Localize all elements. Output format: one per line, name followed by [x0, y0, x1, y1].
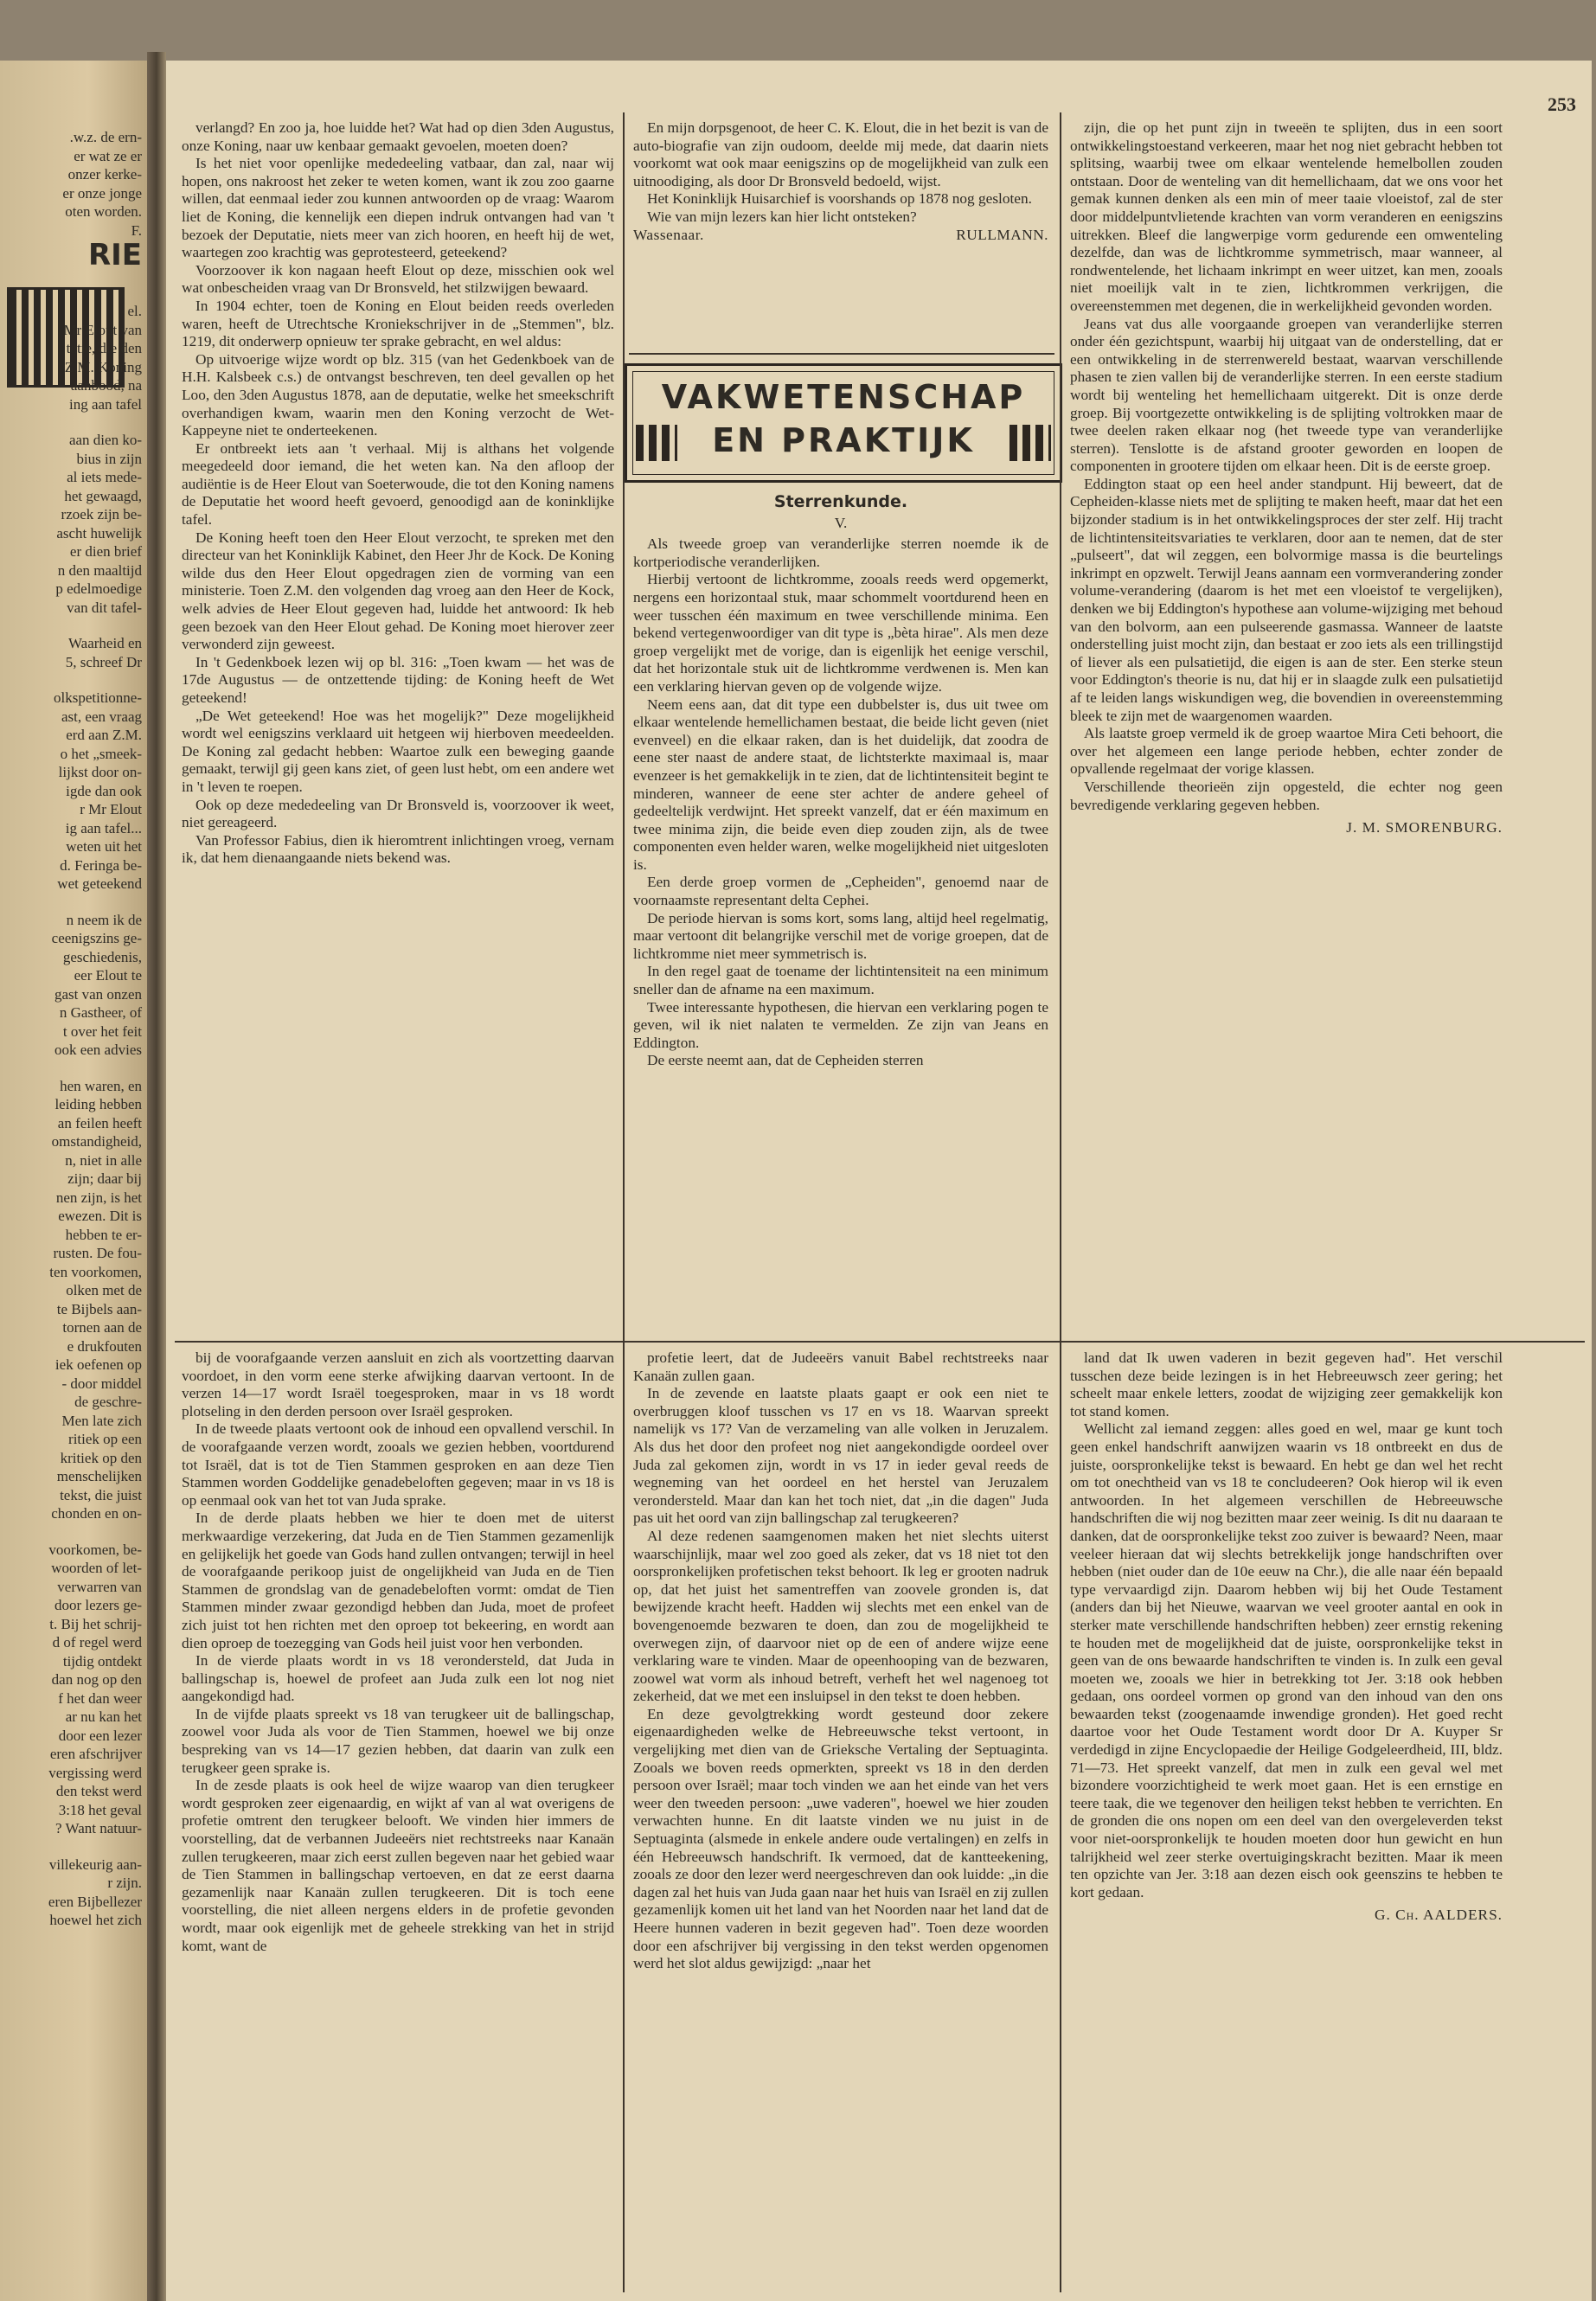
column3-top-paragraph: Verschillende theorieën zijn opgesteld, die echter nog geen bevredigende verklaring gegeven hebben. [1070, 778, 1503, 813]
column1-top-paragraph: In 't Gedenkboek lezen wij op bl. 316: „Toen kwam — het was de 17de Augustus — de ontzettende tijding: de Koning heeft de Wet geteekend! [182, 653, 614, 706]
left-page-fragment: 5, schreef Dr [65, 653, 142, 670]
left-page-fragment: igde dan ook [66, 782, 142, 799]
left-page-fragment: dan nog op den [51, 1671, 142, 1688]
column1-bottom [182, 1349, 614, 2284]
left-page-fragment: bius in zijn [76, 450, 142, 467]
left-page-fragment: iek oefenen op [54, 1356, 142, 1373]
left-page-fragment: voorkomen, be- [48, 1541, 142, 1558]
left-page-fragment: leiding hebben [54, 1096, 142, 1112]
left-page-fragment: F. [131, 221, 142, 239]
column3-bottom-paragraph: Wellicht zal iemand zeggen: alles goed en wel, maar ge kunt toch geen enkel handschrift aanwijzen waarin vs 18 ontbreekt en dus de juiste, oorspronkelijke tekst is bewaard. En hebt ge dan wel het recht om tot onechtheid van vs 18 te concludeeren? Ook hierop wil ik even antwoorden. In het algemeen verschillen de Hebreeuwsche handschriften die wij nog bezitten maar zeer weinig. Is dit nu daaraan te danken, dat de oorspronkelijke tekst zoo zuiver is bewaard? Neen, maar veeleer hieraan dat wij slechts betrekkelijk jonge handschriften over hebben (niet ouder dan de 10e eeuw na Chr.), die alle naar één bepaald type vervaardigd zijn. Daarom hebben wij bij het Oude Testament (anders dan bij het Nieuwe, waarvan we veel grooter aantal en ook in sterker mate verschillende handschriften hebben) zeer ernstig rekening te houden met de mogelijkheid dat de juiste, oorspronkelijke tekst in geen van de ons bewaarde handschriften te vinden is. In zulk een geval moeten we, zooals we hier in betrekking tot Jer. 3:18 ook hebben gedaan, ons oordeel vormen op grond van den inhoud van den ons bewaarden tekst (zoogenaamde inwendige gronden). Het goed recht daartoe voor het Oude Testament wordt door Dr A. Kuyper Sr verdedigd in zijne Encyclopaedie der Heilige Godgeleerdheid, III, bldz. 71—73. Het spreekt vanzelf, dat men in zulk een geval wel met bizondere voorzichtigheid te werk moet gaan. Het is een ernstige en teere taak, die we tegenover den heiligen tekst hebben te verrichten. En de gronden die ons nopen om een deel van den overgeleverden tekst voor niet-oorspronkelijk te houden moeten door hun gewicht en hun talrijkheid wel zeer sterke overtuigingskracht bezitten. Maar ik meen ten opzichte van Jer. 3:18 aan dezen eisch ook geenszins te hebben te kort gedaan. [1070, 1420, 1503, 1900]
column2-signature [633, 227, 1048, 245]
left-page-fragment: rzoek zijn be- [61, 506, 142, 522]
signature-place: Wassenaar. [633, 226, 704, 243]
section-banner [625, 363, 1062, 483]
left-page-fragment: er dien brief [69, 543, 142, 560]
column1-top-paragraph: Van Professor Fabius, dien ik hieromtrent inlichtingen vroeg, vernam ik, dat hem dienaangaande niets bekend was. [182, 831, 614, 867]
left-page-fragment: ig aan tafel... [65, 819, 142, 836]
left-page-fragment: 3:18 het geval [58, 1801, 142, 1818]
left-page-fragment: ten voorkomen, [49, 1263, 142, 1280]
column3-bottom [1070, 1349, 1503, 2284]
column3-bottom-paragraph: land dat Ik uwen vaderen in bezit gegeven had". Het verschil tusschen deze beide lezingen is in het Hebreeuwsch zeer gering; het scheelt maar enkele letters, zoodat de wijziging zeer gemakkelijk kon tot stand komen. [1070, 1349, 1503, 1420]
column2-middle-paragraph: De periode hiervan is soms kort, soms lang, altijd heel regelmatig, maar vertoont dit belangrijke verschil met de vorige groepen, dat de lichtkromme niet meer symmetrisch is. [633, 909, 1048, 962]
left-page-edge [0, 61, 147, 2301]
left-page-fragment: ritiek op een [68, 1431, 142, 1447]
left-page-fragment: ook een advies [54, 1042, 142, 1058]
section-title: Sterrenkunde. [773, 493, 908, 511]
left-page-fragment: het gewaagd, [64, 487, 142, 504]
left-page-fragment: door een lezer [58, 1727, 142, 1744]
left-page-fragment: den tekst werd [55, 1783, 142, 1799]
column2-bottom-paragraph: Al deze redenen saamgenomen maken het niet slechts uiterst waarschijnlijk, maar wel zoo goed als zeker, dat vs 18 niet tot den oorspronkelijken profetischen tekst behoort. Ik leg er grooten nadruk op, dat het juist het samentreffen van zoovele gronden is, dat bewijzende kracht heeft. Hadden wij slechts met een enkel van de bovengenoemde bezwaren te doen, dan zou de mogelijkheid te overwegen zijn, of daarvoor niet op de een of andere wijze eene verklaring ware te vinden. Maar de opeenhooping van de bezwaren, zoowel wat vorm als inhoud betreft, verheft het wel nagenoeg tot zekerheid, dat we met een insluipsel in den tekst te doen hebben. [633, 1527, 1048, 1705]
column3-top-paragraph: Jeans vat dus alle voorgaande groepen van veranderlijke sterren onder één gezichtspunt, waarbij hij uitgaat van de onderstelling, dat er een ontwikkeling in de sterrenwereld bestaat, waarvan verschillende phasen te zien vallen bij de veranderlijke sterren. In een eerste stadium wordt bij wenteling het hemellichaam uitgerekt. Dit is onze derde groep. Bij voortgezette ontwikkeling is de splijting voltrokken maar de twee deelen raken elkaar nog (het tweede type van veranderlijke sterren). Tenslotte is de afstand grooter geworden en loopen de componenten in grootere tijden om elkaar heen. Dit is de eerste groep. [1070, 315, 1503, 475]
left-page-fragment: te Bijbels aan- [56, 1300, 142, 1317]
column2-bottom [633, 1349, 1048, 2284]
column2-bottom-paragraph: profetie leert, dat de Judeeërs vanuit Babel rechtstreeks naar Kanaän zullen gaan. [633, 1349, 1048, 1384]
left-page-fragment: van dit tafel- [67, 599, 142, 616]
column-rule-2 [1060, 112, 1061, 2292]
left-page-fragment: tatie, die den [66, 340, 142, 356]
column2-bottom-paragraph: In de zevende en laatste plaats gaapt er ook een niet te overbruggen kloof tusschen vs 17 en vs 18. Waarvan spreekt namelijk vs 17? Van de verzameling van alle volken in Jeruzalem. Als dus het door den profeet nog niet aangekondigde oordeel over Juda zal gekomen zijn, wordt in vs 17 in ieder geval reeds de wegneming van het oordeel en het herstel van Jeruzalem verondersteld. Maar dan kan het toch niet, dat „in die dagen" Juda pas uit het oord van zijn ballingschap zal terugkeeren? [633, 1385, 1048, 1527]
column1-top-paragraph: Is het niet voor openlijke mededeeling vatbaar, dan zal, naar wij hopen, ons nakroost het zeker te weten komen, want ik zou zoo gaarne willen, dat eenmaal ieder zou kunnen antwoorden op de vraag: Waarom liet de Koning, die kennelijk een diepen indruk ontvangen had van 't bezoek der Deputatie, niets meer van zich hooren, en heeft hij de wet, waartegen zoo krachtig was geprotesteerd, geteekend? [182, 155, 614, 261]
left-page-fragment: weten uit het [66, 838, 142, 855]
left-page-fragment: rusten. De fou- [53, 1245, 142, 1261]
left-page-fragment: hoewel het zich [49, 1912, 142, 1928]
left-page-fragment: - door middel [61, 1375, 142, 1392]
left-page-fragment: r Mr Elout [80, 801, 142, 817]
left-page-fragment: gast van onzen [54, 985, 142, 1003]
section-number: V. [834, 514, 848, 531]
left-page-fragment: p edelmoedige [55, 580, 142, 597]
left-page-fragment: .w.z. de ern- [69, 129, 142, 145]
left-page-fragment: menschelijken [56, 1468, 142, 1484]
left-page-fragment: olken met de [66, 1282, 142, 1298]
left-page-fragment: de geschre- [74, 1394, 142, 1410]
page-gutter [147, 52, 166, 2301]
column2-middle-paragraph: Twee interessante hypothesen, die hiervan een verklaring pogen te geven, wil ik niet nalaten te vermelden. Ze zijn van Jeans en Eddington. [633, 998, 1048, 1051]
left-page-fragment: er wat ze er [74, 147, 142, 164]
left-page-fragment: onzer kerke- [67, 166, 142, 183]
left-page-fragment: ast, een vraag [61, 708, 142, 725]
left-page-fragment: e drukfouten [67, 1337, 142, 1355]
left-page-fragment: t. Bij het schrij- [49, 1615, 142, 1632]
column1-top-paragraph: Er ontbreekt iets aan 't verhaal. Mij is althans het volgende meegedeeld door iemand, die het weten kan. Na den afloop der audiëntie is de Heer Elout van Soeterwoude, die tot den Koning namens de Deputatie het woord heeft gevoerd, genoodigd aan de koninklijke tafel. [182, 439, 614, 529]
column3-signature: J. M. SMORENBURG. [1346, 819, 1503, 836]
column1-top-paragraph: Op uitvoerige wijze wordt op blz. 315 (van het Gedenkboek van de H.H. Kalsbeek c.s.) de ontvangst beschreven, ten deel gevallen op het Loo, den 3den Augustus 1878, aan de deputatie, welke het smeekschrift overhandigen kwam, waarin men den Koning verzocht de Wet-Kappeyne niet te onderteekenen. [182, 350, 614, 439]
left-page-fragment: lijkst door on- [58, 764, 142, 780]
left-page-fragment: olkspetitionne- [54, 689, 142, 706]
left-page-fragment: n Gastheer, of [59, 1004, 142, 1021]
left-page-fragment: Men late zich [61, 1412, 142, 1429]
left-page-fragment: Waarheid en [68, 635, 142, 651]
left-page-fragment: geschiedenis, [62, 948, 142, 965]
left-page-fragment: woorden of let- [51, 1560, 142, 1576]
left-page-fragment: eer Elout te [74, 967, 142, 984]
column3-top-paragraph: Eddington staat op een heel ander standpunt. Hij beweert, dat de Cepheiden-klasse niets met de splijting te maken heeft, maar dat het een bijzonder stadium is in het ontwikkelingsproces der ster zelf. Hij tracht de lichtintensiteitsvariaties te verklaren, door aan te nemen, dat de ster „pulseert", dat wil zeggen, een bolvormige massa is die beurtelings inkrimpt en opzwelt. Terwijl Jeans aannam een vormverandering zonder volume-verandering (daarom is het met een vloeistof te vergelijken), denken we bij Eddington's hypothese aan volume-wijziging met behoud van den bolvorm, aan een pulseerende gasmassa. Wanneer de laatste onderstelling juist mocht zijn, dan bestaat er zoo iets als een trillingstijd of liever als een pulsatietijd, die eigen is aan de ster. Een sterke steun voor Eddington's theorie is nu, dat hij er in slaagde zulk een pulsatietijd af te leiden langs wiskundigen weg, die bovendien in overeenstemming bleek te zijn met de waargenomen waarden. [1070, 475, 1503, 724]
left-page-fragment: tekst, die juist [60, 1486, 142, 1503]
left-page-fragment: vergissing werd [48, 1764, 142, 1781]
left-page-fragment: o het „smeek- [60, 745, 142, 762]
column2-rule [629, 353, 1054, 355]
left-page-fragment: tornen aan de [62, 1319, 142, 1336]
left-page-fragment: nen zijn, is het [55, 1189, 142, 1206]
left-page-fragment: ascht huwelijk [56, 524, 142, 542]
column1-bottom-paragraph: bij de voorafgaande verzen aansluit en zich als voortzetting daarvan voordoet, in den vorm eene sterke afwijking daarvan vertoont. In de verzen 14—17 wordt Israël toegesproken, maar in vs 18 wordt plotseling in den derden persoon over Israël gesproken. [182, 1349, 614, 1420]
column2-middle-paragraph: In den regel gaat de toename der lichtintensiteit na een minimum sneller dan de afname na een maximum. [633, 963, 1048, 998]
left-page-fragment: f het dan weer [58, 1689, 142, 1707]
left-page-fragment: wet geteekend [57, 875, 142, 892]
left-page-fragment: omstandigheid, [51, 1133, 142, 1150]
column3-top-paragraph: zijn, die op het punt zijn in tweeën te splijten, dus in een soort ontwikkelingstoestand verkeeren, maar het nog niet gebracht hebben tot splitsing, waarbij twee om elkaar wentelende hemelbollen zouden ontstaan. Door de wenteling van dit hemellichaam, dat we ons voor het gemak kunnen denken als een min of meer taaie vloeistof, zal de ster door middelpuntvlietende krachten van vorm veranderen en eenigszins uitrekken. Bleef die langwerpige vorm gedurende een omwenteling dezelfde, dan was de lichtkromme symmetrisch, maar wanneer, al rondwentelende, het lichaam inkrimpt en weer uitzet, kan men, zooals niet moeilijk valt in te zien, lichtkrommen verkrijgen, die overeenstemmen met degenen, die in werkelijkheid gevonden worden. [1070, 119, 1503, 314]
column1-top-paragraph: Voorzoover ik kon nagaan heeft Elout op deze, misschien ook wel wat onbescheiden vraag van Dr Bronsveld, het stilzwijgen bewaard. [182, 261, 614, 297]
left-page-fragment: n den maaltijd [57, 561, 142, 579]
left-page-fragment: er onze jonge [62, 184, 142, 202]
left-page-fragment: eren Bijbellezer [48, 1893, 142, 1910]
signature-name: RULLMANN. [956, 226, 1048, 243]
column1-bottom-paragraph: In de vijfde plaats spreekt vs 18 van terugkeer uit de ballingschap, zoowel voor Juda als voor de Tien Stammen, hoewel we bij onze bespreking van vs 14—17 gezien hebben, dat daarin van zulk een terugkeer geen sprake is. [182, 1705, 614, 1776]
banner-line2: EN PRAKTIJK [712, 421, 975, 459]
left-page-fragment: ewezen. Dit is [58, 1208, 142, 1224]
banner-line1: VAKWETENSCHAP [661, 378, 1026, 416]
left-page-fragment: t over het feit [62, 1022, 142, 1040]
column2-middle-paragraph: De eerste neemt aan, dat de Cepheiden sterren [647, 1052, 924, 1069]
left-page-fragment: chonden en on- [51, 1505, 142, 1522]
left-page-fragment: d. Feringa be- [60, 856, 142, 874]
left-page-fragment: zijn; daar bij [67, 1170, 142, 1187]
middle-rule [175, 1341, 1585, 1343]
left-page-fragment: villekeurig aan- [48, 1856, 142, 1873]
left-page-fragment: aanbood, na [70, 377, 142, 394]
column2-top-paragraph: En mijn dorpsgenoot, de heer C. K. Elout, die in het bezit is van de auto-biografie van zijn oudoom, deelde mij mede, dat daarin niets voorkomt wat ook maar eenigszins op de mogelijkheid van zulk een uitnoodiging, als door Dr Bronsveld bedoeld, wijst. [633, 119, 1048, 189]
column2-middle-paragraph: Als tweede groep van veranderlijke sterren noemde ik de kortperiodische veranderlijken. [633, 535, 1048, 570]
left-page-fragment: erd aan Z.M. [66, 727, 142, 743]
column3-top-paragraph: Als laatste groep vermeld ik de groep waartoe Mira Ceti behoort, die over het algemeen een lange periode hebben, echter zonder de opvallende regelmaat der vorige klassen. [1070, 725, 1503, 778]
left-page-fragment: al iets mede- [67, 469, 142, 485]
banner-bars-right [1010, 425, 1051, 461]
left-page-fragment: n, niet in alle [65, 1151, 142, 1169]
column2-middle-paragraph: Hierbij vertoont de lichtkromme, zooals reeds werd opgemerkt, nergens een horizontaal stuk, maar schommelt voortdurend heen en weer tusschen één maximum en twee verschillende minima. Een bekend vertegenwoordiger van dit type is „bèta hirae". Als men deze groep vergelijkt met de vorige, dan is eigenlijk het eenige verschil, dat het horizontale stuk uit de lichtkromme verdwenen is. Men kan een verklaring hiervan geven op de volgende wijze. [633, 571, 1048, 695]
column-rule-1 [623, 112, 625, 2292]
left-page-fragment: ceenigszins ge- [51, 930, 142, 946]
column2-top-paragraph: Wie van mijn lezers kan hier licht ontsteken? [647, 208, 917, 225]
left-page-fragment: an feilen heeft [57, 1114, 142, 1131]
left-page-fragment: verwarren van [57, 1578, 142, 1595]
left-page-fragment: aan dien ko- [68, 432, 142, 448]
left-page-fragment: ing aan tafel [68, 395, 142, 413]
left-page-fragment: hebben te er- [65, 1226, 142, 1243]
column2-middle-paragraph: Een derde groep vormen de „Cepheiden", genoemd naar de voornaamste representant delta Cephei. [633, 874, 1048, 909]
left-page-fragment: door lezers ge- [54, 1597, 142, 1613]
page-sheet [166, 61, 1592, 2301]
left-page-fragment: oten worden. [65, 203, 142, 220]
page-number: 253 [1548, 93, 1576, 115]
column3-top [1070, 119, 1503, 1335]
column2-middle-paragraph: Neem eens aan, dat dit type een dubbelster is, dus uit twee om elkaar wentelende hemellichamen bestaat, die beide licht geven (niet evenveel) en die elkaar raken, dan is het duidelijk, dat zoodra de eene ster naast de andere staat, de lichtsterkte maximaal is, maar evenzeer is het gemakkelijk in te zien, dat de lichtintensiteit begint te minderen, wanneer de eene ster achter de andere geheel of gedeeltelijk verdwijnt. Het spreekt vanzelf, dat er één maximum en twee minima zijn, die beide even diep zouden zijn, als de twee componenten even helder waren, welke mogelijkheid niet uitgesloten is. [633, 695, 1048, 873]
column1-top-paragraph: De Koning heeft toen den Heer Elout verzocht, te spreken met den directeur van het Koninklijk Kabinet, den Heer Jhr de Kock. De Koning wilde dus den Heer Elout opgedragen zien de vorming van een ministerie. Toen Z.M. den volgenden dag vroeg aan den Heer de Kock, welk advies de Heer Elout gegeven had, luidde het antwoord: Ik heb geen bezoek van den Heer Elout gehad. De Koning moet hierover zeer verwonderd zijn geweest. [182, 529, 614, 653]
left-page-fragment: RIE [87, 238, 142, 272]
left-page-fragment: r zijn. [107, 1875, 142, 1891]
column1-top-paragraph: In 1904 echter, toen de Koning en Elout beiden reeds overleden waren, heeft de Utrechtsche Kroniekschrijver in de „Stemmen", blz. 1219, dit onderwerp opnieuw ter sprake gebracht, en wel aldus: [182, 297, 614, 350]
left-page-fragment: tijdig ontdekt [62, 1652, 142, 1670]
left-page-fragment: kritiek op den [60, 1449, 142, 1466]
left-page-fragment: ar nu kan het [65, 1708, 142, 1725]
left-page-fragment: Z.M. Koning [64, 358, 142, 375]
left-page-fragment: hen waren, en [60, 1077, 142, 1094]
column1-bottom-paragraph: In de zesde plaats is ook heel de wijze waarop van dien terugkeer wordt gesproken zeer eigenaardig, en wijkt af van al wat overigens de profetie omtrent den terugkeer belooft. We vinden hier immers de voorstelling, dat de verbannen Judeeërs niet rechtstreeks naar Kanaän zullen terugkeeren, maar zich eerst zullen begeven naar het gebied waar de Tien Stammen in ballingschap vertoeven, en dat ze eerst daarna gezamenlijk naar Kanaän zullen terugkeeren. Dit is toch eene voorstelling, die niet alleen nergens elders in de profetie gevonden wordt, maar ook eigenlijk met de geheele strekking van het in strijd komt, want de [182, 1777, 614, 1954]
column3-bottom-signature: G. Ch. AALDERS. [1374, 1907, 1503, 1924]
column1-bottom-paragraph: In de vierde plaats wordt in vs 18 verondersteld, dat Juda in ballingschap is, hoewel de profeet aan Juda zulk een lot nog niet aangekondigd had. [182, 1652, 614, 1705]
left-page-fragment: n neem ik de [66, 911, 142, 928]
left-page-fragment: ? Want natuur- [55, 1820, 142, 1836]
column1-top-paragraph: verlangd? En zoo ja, hoe luidde het? Wat had op dien 3den Augustus, onze Koning, naar uw kenbaar gemaakt gevoelen, moeten doen? [182, 119, 614, 154]
column2-middle [633, 493, 1048, 1336]
column1-top [182, 119, 614, 1335]
column2-top [633, 119, 1048, 353]
column1-top-paragraph: Ook op deze mededeeling van Dr Bronsveld is, voorzoover ik weet, niet gereageerd. [182, 796, 614, 831]
column2-bottom-paragraph: En deze gevolgtrekking wordt gesteund door zekere eigenaardigheden welke de Hebreeuwsche tekst vertoont, in vergelijking met dien van de Grieksche Vertaling der Septuaginta. Zooals we boven reeds opmerkten, spreekt vs 18 in den derden persoon over Israël; maar toch vinden we aan het einde van het vers weer den tweeden persoon: „uwe vaderen", hoewel we hier zouden verwachten hunne. En dit laatste vinden we nu juist in de Septuaginta (alsmede in enkele andere oude vertalingen) en zelfs in één Hebreeuwsch handschrift. Ik vermoed, dat de kantteekening, zooals ze door den lezer werd neergeschreven dan ook luidde: „in die dagen zal het huis van Juda gaan naar het huis van Israël en zij zullen gezamenlijk komen uit het land van het Noorden naar het land dat de Heere hunnen vaderen in bezit gegeven had". Toen deze woorden door een afschrijver bij vergissing in den tekst werden opgenomen werd het slot aldus gewijzigd: „naar het [633, 1705, 1048, 1972]
column2-top-paragraph: Het Koninklijk Huisarchief is voorshands op 1878 nog gesloten. [647, 190, 1032, 208]
left-page-fragment: d of regel werd [52, 1634, 142, 1650]
column1-bottom-paragraph: In de derde plaats hebben we hier te doen met de uiterst merkwaardige verzekering, dat Juda en de Tien Stammen gezamenlijk en gelijkelijk het goede van Gods hand zullen ontvangen; terwijl in heel de voorafgaande perikoop juist de ongelijkheid van Juda en de Tien Stammen de grondslag van de genadebeloften vormt: omdat de Tien Stammen minder zwaar gezondigd hebben dan Juda, moet de profeet zich juist tot hen richten met den oproep tot bekeering, en wordt aan dien oproep de toezegging van Gods heil juist voor hen verbonden. [182, 1509, 614, 1651]
left-page-fragment: Mr Elout van [63, 321, 142, 338]
left-page-fragment: el. [127, 303, 142, 319]
column1-bottom-paragraph: In de tweede plaats vertoont ook de inhoud een opvallend verschil. In de voorafgaande verzen wordt, zooals we gezien hebben, voortdurend tot Israël, dat is tot de Tien Stammen gesproken en aan deze Tien Stammen worden Goddelijke genadebeloften gegeven; maar in vs 18 is op eenmaal ook van het tot van Juda sprake. [182, 1420, 614, 1509]
column1-top-paragraph: „De Wet geteekend! Hoe was het mogelijk?" Deze mogelijkheid wordt wel eenigszins verklaard uit hetgeen wij hierboven meedeelden. De Koning zal gedacht hebben: Waartoe zulk een beweging gaande gemaakt, terwijl gij geen kans ziet, of geen lust hebt, om een andere wet in 't leven te roepen. [182, 707, 614, 795]
left-page-fragment: eren afschrijver [49, 1746, 142, 1762]
